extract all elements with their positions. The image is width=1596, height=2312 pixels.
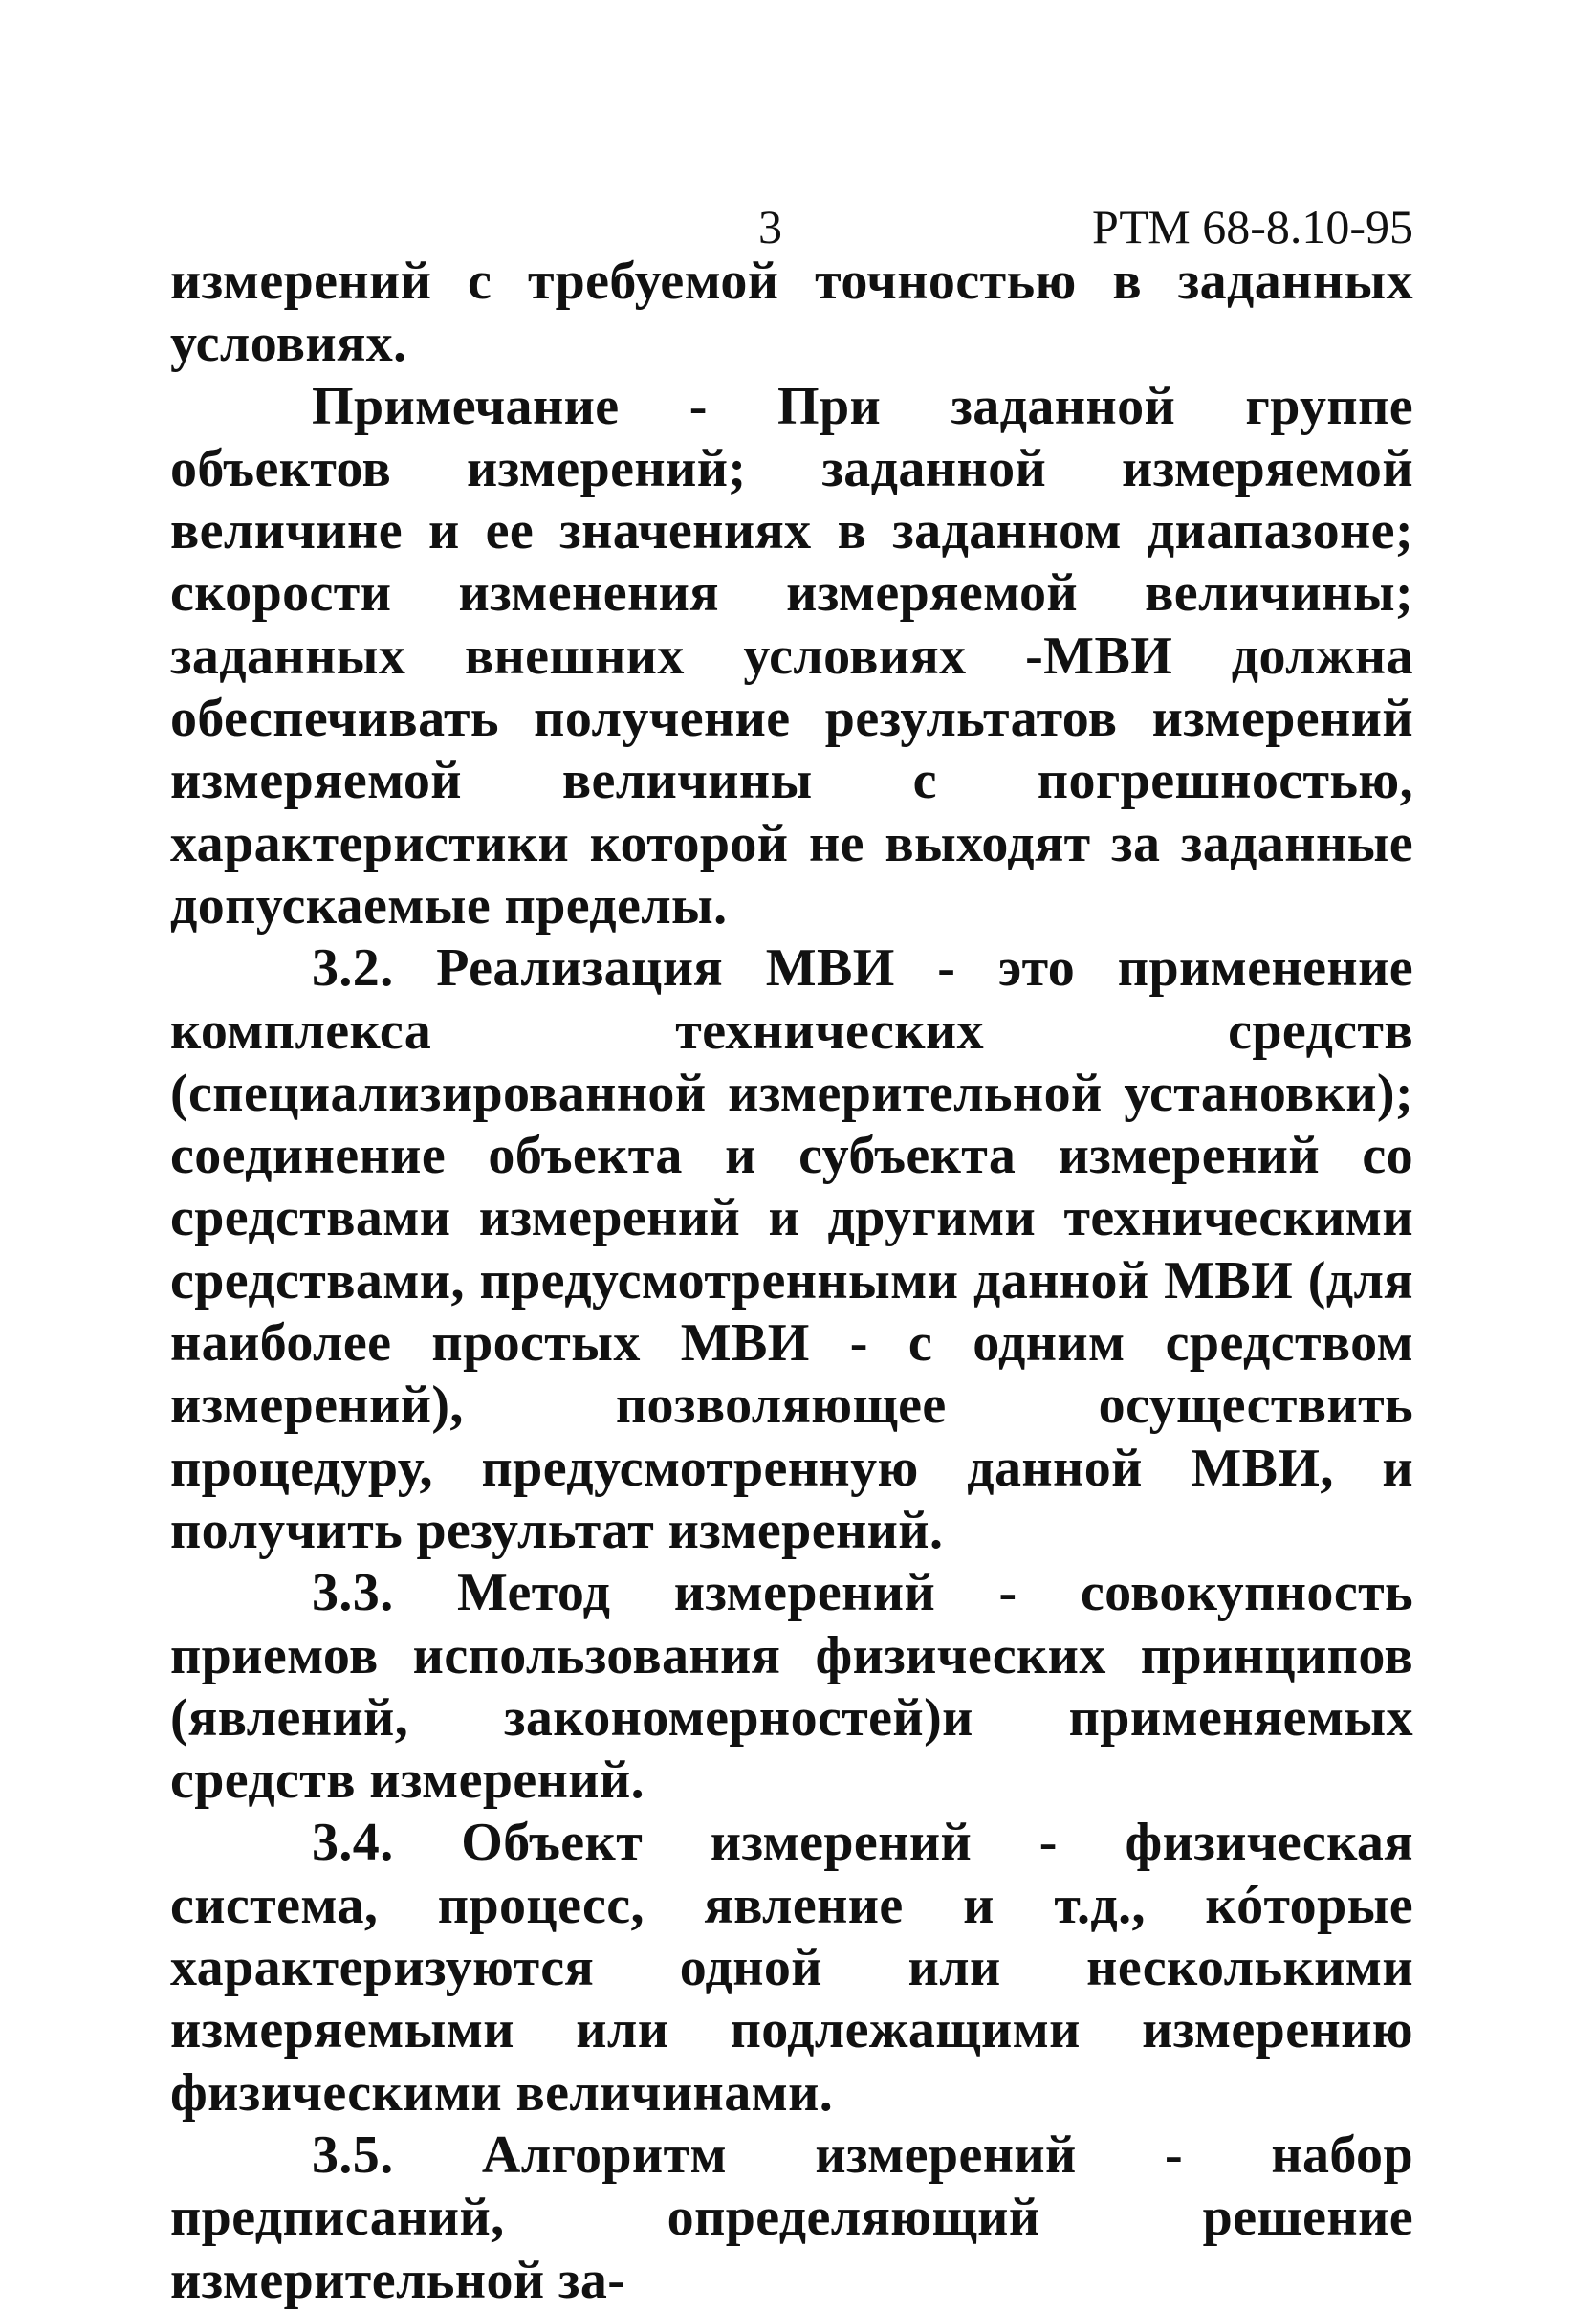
- paragraph-3-3: 3.3. Метод измерений - совокупность приемов использования физических принципов (явлений, закономерностей)и применяемых средств измерений.: [170, 1563, 1413, 1811]
- paragraph-3-2: 3.2. Реализация МВИ - это применение комплекса технических средств (специализированной измерительной установки); соединение объекта и субъекта измерений со средствами измерений и другими техническими средствами, предусмотренными данной МВИ (для наиболее простых МВИ - с одним средством измерений), позволяющее осуществить процедуру, предусмотренную данной МВИ, и получить результат измерений.: [170, 938, 1413, 1560]
- document-body: [170, 251, 1413, 2312]
- page-header: [170, 191, 1413, 258]
- paragraph-3-4: 3.4. Объект измерений - физическая система, процесс, явление и т.д., кóторые характеризуются одной или несколькими измеряемыми или подлежащими измерению физическими величинами.: [170, 1813, 1413, 2123]
- document-code: РТМ 68-8.10-95: [1091, 200, 1413, 253]
- paragraph-note: Примечание - При заданной группе объектов измерений; заданной измеряемой величине и ее значениях в заданном диапазоне; скорости изменения измеряемой величины; заданных внешних условиях -МВИ должна обеспечивать получение результатов измерений измеряемой величины с погрешностью, характеристики которой не выходят за заданные допускаемые пределы.: [170, 376, 1413, 936]
- page-number: 3: [758, 200, 782, 253]
- paragraph-3-5: 3.5. Алгоритм измерений - набор предписаний, определяющий решение измерительной за-: [170, 2125, 1413, 2310]
- paragraph-continuation: измерений с требуемой точностью в заданных условиях.: [170, 252, 1413, 374]
